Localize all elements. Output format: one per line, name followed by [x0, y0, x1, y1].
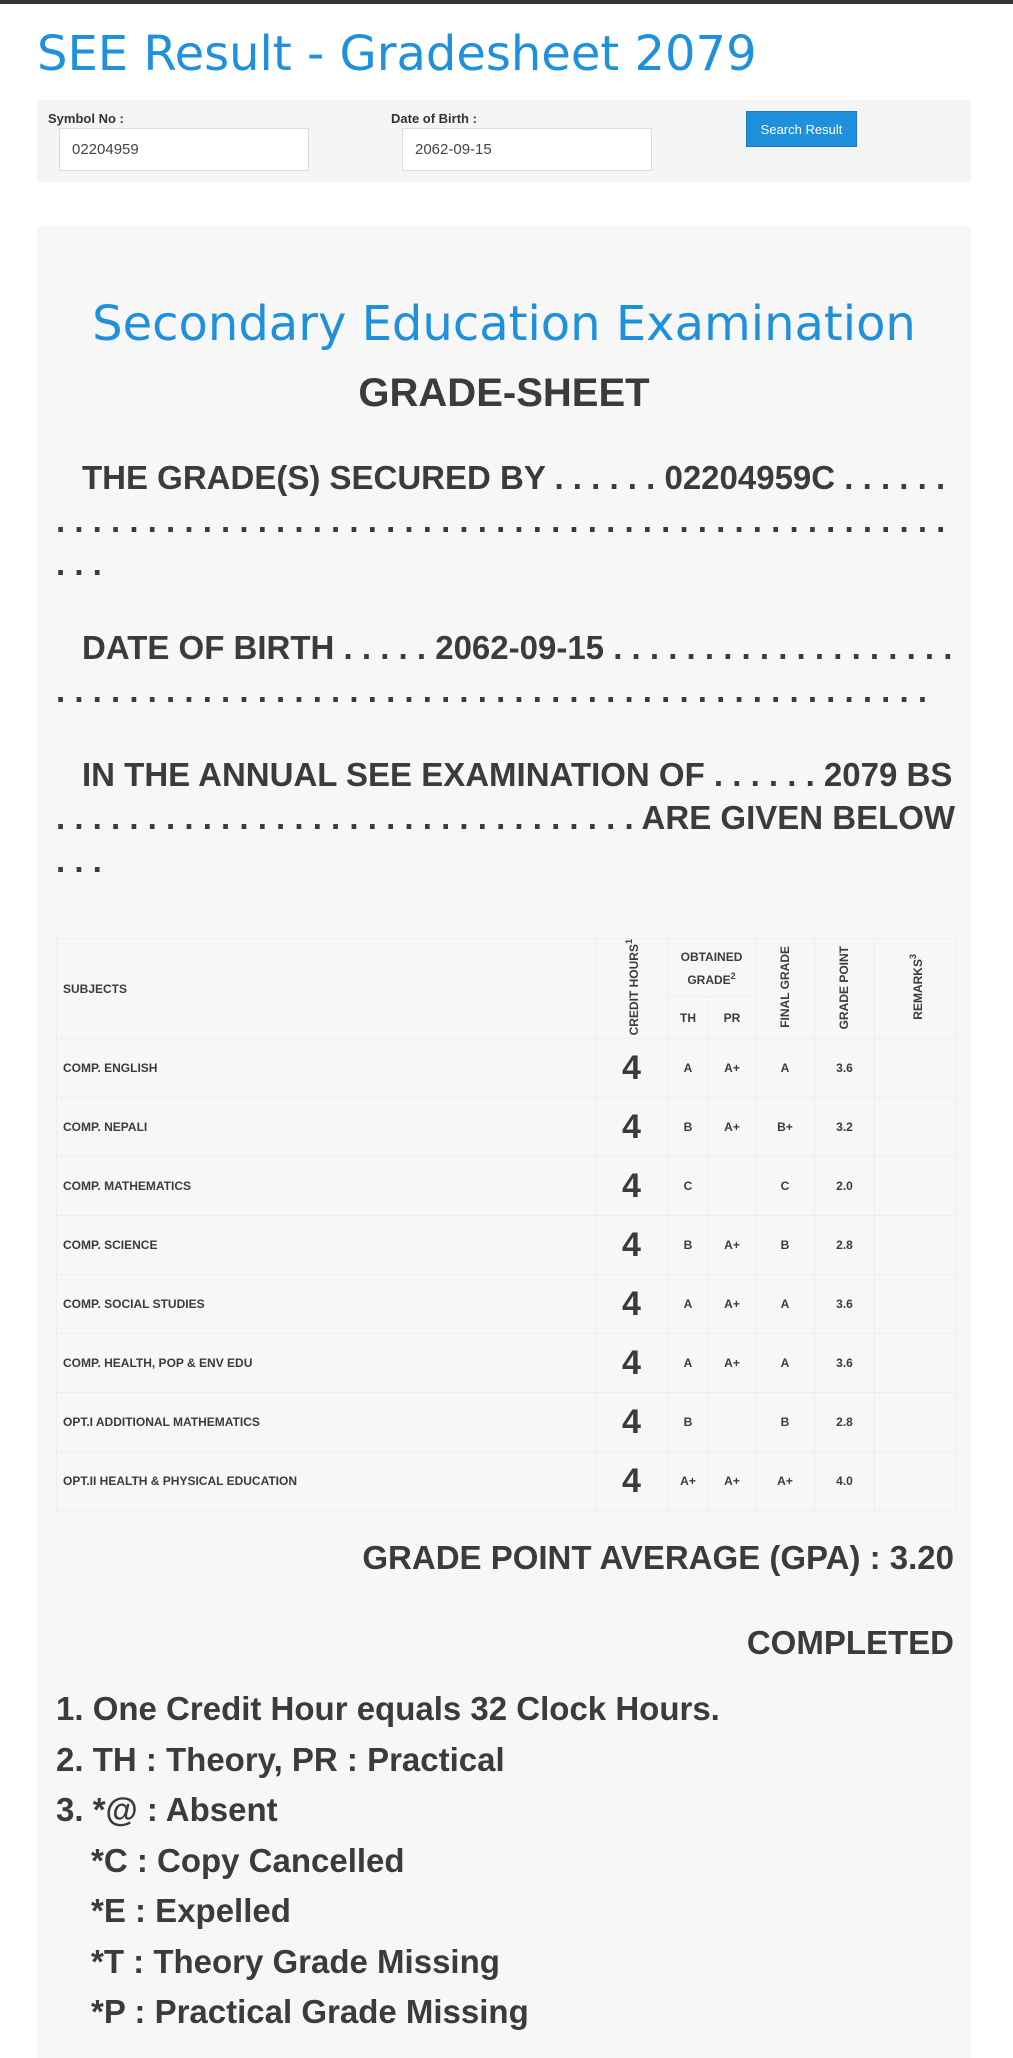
search-result-button[interactable]: Search Result — [746, 111, 857, 147]
secured-by-text: THE GRADE(S) SECURED BY . . . . . . 02204959C . . . . . . . . . . . . . . . . . . . . . . . . . . . . . . . . . . . . . . . . . . . . . . . . . . . . . . . . . . — [56, 459, 946, 582]
obtained-grade-header: OBTAINED GRADE$^2$ — [668, 939, 756, 997]
remarks-header: REMARKS$^3$ — [875, 939, 957, 1039]
table-row — [57, 1275, 957, 1334]
grade-point-cell: 3.6 — [815, 1039, 875, 1098]
grade-point-header: GRADE POINT — [815, 939, 875, 1039]
footnote-line: 1. One Credit Hour equals 32 Clock Hours. — [56, 1690, 720, 1727]
practical-grade-cell: A+ — [709, 1334, 756, 1393]
footnote-line: *E : Expelled — [91, 1892, 291, 1929]
theory-grade-cell: A+ — [668, 1452, 709, 1511]
table-row — [57, 1334, 957, 1393]
grade-point-cell: 3.6 — [815, 1275, 875, 1334]
remarks-cell — [875, 1452, 957, 1511]
footnote-line: 2. TH : Theory, PR : Practical — [56, 1740, 505, 1778]
theory-grade-cell: A — [668, 1039, 709, 1098]
final-grade-cell: B — [756, 1393, 815, 1452]
grade-point-cell: 4.0 — [815, 1452, 875, 1511]
footnote-line: 3. *@ : Absent — [56, 1791, 278, 1828]
footnote-line: *P : Practical Grade Missing — [91, 1993, 529, 2030]
credit-hours-cell: 4 — [596, 1098, 668, 1157]
exam-line — [56, 753, 956, 882]
table-row — [57, 1098, 957, 1157]
grade-point-cell: 2.8 — [815, 1393, 875, 1452]
theory-grade-cell: A — [668, 1334, 709, 1393]
remarks-cell — [875, 1216, 957, 1275]
grade-point-cell: 2.0 — [815, 1157, 875, 1216]
remarks-cell — [875, 1275, 957, 1334]
credit-hours-cell: 4 — [596, 1452, 668, 1511]
theory-grade-cell: B — [668, 1216, 709, 1275]
subject-cell: COMP. MATHEMATICS — [57, 1157, 596, 1216]
practical-grade-cell: A+ — [709, 1039, 756, 1098]
theory-grade-cell: B — [668, 1098, 709, 1157]
subject-cell: COMP. SCIENCE — [57, 1216, 596, 1275]
subject-cell: COMP. HEALTH, POP & ENV EDU — [57, 1334, 596, 1393]
credit-hours-header: CREDIT HOURS$^1$ — [596, 939, 668, 1039]
subject-cell: COMP. ENGLISH — [57, 1039, 596, 1098]
secured-by-line — [56, 456, 956, 585]
final-grade-cell: A — [756, 1039, 815, 1098]
theory-grade-cell: B — [668, 1393, 709, 1452]
theory-grade-cell: C — [668, 1157, 709, 1216]
subject-cell: OPT.I ADDITIONAL MATHEMATICS — [57, 1393, 596, 1452]
subject-cell: COMP. NEPALI — [57, 1098, 596, 1157]
exam-line-text: IN THE ANNUAL SEE EXAMINATION OF . . . . . . 2079 BS . . . . . . . . . . . . . . . . . . . . . . . . . . . . . . . . ARE GIVEN BELOW . . . — [56, 756, 956, 879]
table-row — [57, 1216, 957, 1275]
remarks-cell — [875, 1393, 957, 1452]
remarks-cell — [875, 1334, 957, 1393]
table-row — [57, 1157, 957, 1216]
credit-hours-cell: 4 — [596, 1157, 668, 1216]
remarks-cell — [875, 1098, 957, 1157]
symbol-input[interactable] — [59, 128, 309, 171]
practical-grade-cell — [709, 1393, 756, 1452]
dob-input[interactable] — [402, 128, 652, 171]
table-row — [57, 1393, 957, 1452]
exam-title: Secondary Education Examination — [92, 296, 916, 352]
footnote-line: *T : Theory Grade Missing — [91, 1942, 500, 1980]
footnote-line: *C : Copy Cancelled — [91, 1841, 405, 1879]
dob-line — [56, 626, 956, 712]
remarks-cell — [875, 1039, 957, 1098]
practical-grade-cell — [709, 1157, 756, 1216]
grade-sheet — [37, 226, 971, 2058]
final-grade-cell: A — [756, 1334, 815, 1393]
credit-hours-cell: 4 — [596, 1393, 668, 1452]
subject-cell: OPT.II HEALTH & PHYSICAL EDUCATION — [57, 1452, 596, 1511]
gpa-summary: GRADE POINT AVERAGE (GPA) : 3.20 — [362, 1539, 954, 1576]
final-grade-cell: A — [756, 1275, 815, 1334]
credit-hours-cell: 4 — [596, 1216, 668, 1275]
table-row — [57, 1039, 957, 1098]
final-grade-cell: B — [756, 1216, 815, 1275]
table-row — [57, 1452, 957, 1511]
subjects-header: SUBJECTS — [57, 939, 596, 1039]
final-grade-header: FINAL GRADE — [756, 939, 815, 1039]
grade-point-cell: 3.6 — [815, 1334, 875, 1393]
pr-header: PR — [709, 996, 756, 1039]
grade-table — [56, 938, 957, 1511]
grade-point-cell: 2.8 — [815, 1216, 875, 1275]
practical-grade-cell: A+ — [709, 1098, 756, 1157]
credit-hours-cell: 4 — [596, 1334, 668, 1393]
footnotes — [56, 1684, 956, 2038]
sheet-subtitle: GRADE-SHEET — [358, 371, 650, 415]
th-header: TH — [668, 996, 709, 1039]
practical-grade-cell: A+ — [709, 1275, 756, 1334]
result-status: COMPLETED — [746, 1624, 954, 1661]
final-grade-cell: A+ — [756, 1452, 815, 1511]
subject-cell: COMP. SOCIAL STUDIES — [57, 1275, 596, 1334]
final-grade-cell: C — [756, 1157, 815, 1216]
dob-label: Date of Birth : — [391, 111, 477, 126]
symbol-label: Symbol No : — [48, 111, 124, 126]
practical-grade-cell: A+ — [709, 1452, 756, 1511]
grade-point-cell: 3.2 — [815, 1098, 875, 1157]
page-title: SEE Result - Gradesheet 2079 — [37, 26, 757, 82]
final-grade-cell: B+ — [756, 1098, 815, 1157]
theory-grade-cell: A — [668, 1275, 709, 1334]
remarks-cell — [875, 1157, 957, 1216]
dob-line-text: DATE OF BIRTH . . . . . 2062-09-15 . . . . . . . . . . . . . . . . . . . . . . . . . . . . . . . . . . . . . . . . . . . . . . . . . . . . . . . . . . . . . . . . . . . — [56, 629, 953, 709]
credit-hours-cell: 4 — [596, 1039, 668, 1098]
search-panel — [37, 100, 971, 182]
credit-hours-cell: 4 — [596, 1275, 668, 1334]
practical-grade-cell: A+ — [709, 1216, 756, 1275]
